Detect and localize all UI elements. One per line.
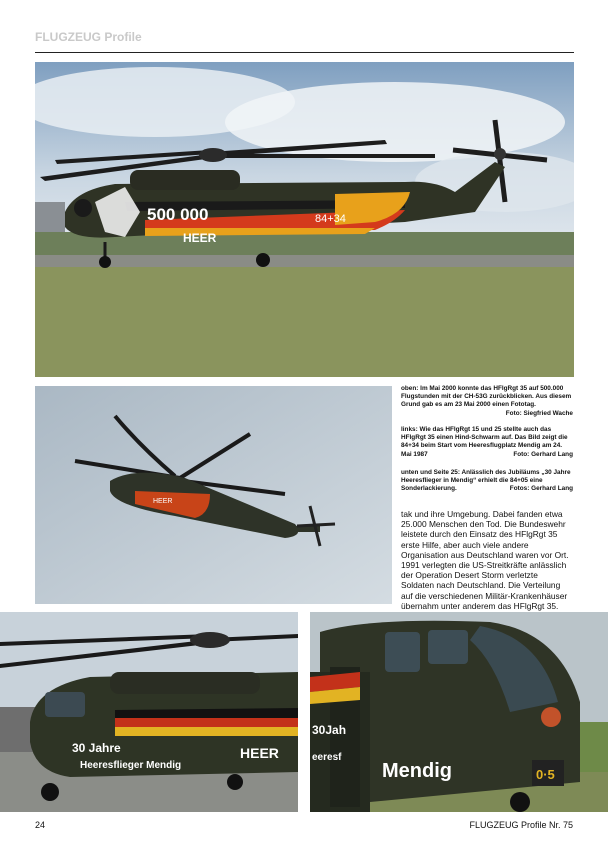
serial-text: 84+34 bbox=[315, 213, 346, 225]
heer-text-middle: HEER bbox=[153, 498, 173, 505]
caption-credit: Foto: Gerhard Lang bbox=[513, 450, 573, 458]
mendig-text: Mendig bbox=[382, 760, 452, 782]
door-anniversary-text: 30Jah bbox=[312, 723, 347, 737]
nose-number-text: 500 000 bbox=[147, 205, 209, 224]
publication-title: FLUGZEUG Profile Nr. 75 bbox=[469, 820, 573, 830]
aircraft-number-text: 0·5 bbox=[536, 767, 555, 782]
header-rule bbox=[35, 52, 574, 53]
caption-text: oben: Im Mai 2000 konnte das HFlgRgt 35 auf 500.000 Flugstunden mit der CH-53G zurückblicken. Aus diesem Grund gab es am 23 Mai 2000 einen Fototag. bbox=[401, 385, 572, 409]
photo-top-helicopter bbox=[35, 62, 574, 377]
photo-middle-helicopter-flight bbox=[35, 386, 392, 604]
caption-left bbox=[401, 426, 573, 459]
photo-bottom-right-helicopter-nose bbox=[310, 612, 608, 812]
article-body-text: tak und ihre Umgebung. Dabei fanden etwa 25.000 Menschen den Tod. Die Bundeswehr leistete durch den Einsatz des HFlgRgt 35 erste Hilfe, aber auch viele andere Organisation aus Deutschland waren vor Ort. 1991 verlegten die US-Streitkräfte anlässlich der Operation Desert Storm verletzte Soldaten nach Deutschland. Die Verteilung auf die verschiedenen Militär-Krankenhäuser übernahm unter anderem das HFlgRgt 35. bbox=[401, 509, 569, 611]
heer-text-bottom-left: HEER bbox=[240, 745, 279, 761]
caption-text: links: Wie das HFlgRgt 15 und 25 stellte auch das HFlgRgt 35 einen Hind-Schwarm auf. Das Bild zeigt die 84+34 beim Start vom Heeresflugplatz Mendig am 24. Mai 1987 bbox=[401, 426, 568, 458]
anniversary-text-line2: Heeresflieger Mendig bbox=[80, 760, 182, 771]
caption-text: unten und Seite 25: Anlässlich des Jubiläums „30 Jahre Heeresflieger in Mendig“ erhielt die 84+05 eine Sonderlackierung. bbox=[401, 469, 571, 493]
page-number: 24 bbox=[35, 820, 46, 830]
anniversary-text-line1: 30 Jahre bbox=[72, 741, 121, 755]
heer-text: HEER bbox=[183, 231, 217, 245]
photo-bottom-left-helicopter bbox=[0, 612, 298, 812]
caption-top bbox=[401, 385, 573, 418]
caption-bottom bbox=[401, 469, 573, 494]
door-anniversary-text-2: eeresf bbox=[312, 752, 342, 763]
running-header: FLUGZEUG Profile bbox=[35, 30, 142, 44]
caption-credit: Foto: Siegfried Wache bbox=[505, 409, 573, 417]
caption-credit: Fotos: Gerhard Lang bbox=[509, 485, 573, 493]
